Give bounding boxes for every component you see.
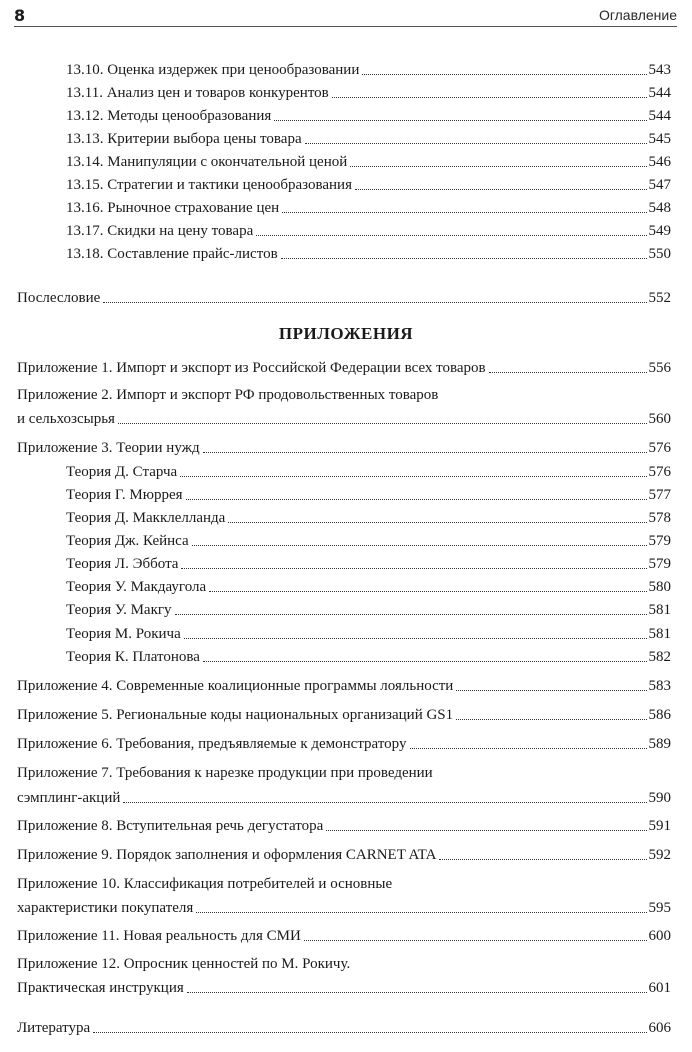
toc-entry-literature[interactable] — [17, 1019, 671, 1037]
dot-leader — [439, 859, 646, 860]
toc-entry-theory[interactable] — [66, 648, 671, 666]
dot-leader — [209, 591, 646, 592]
toc-page-number: 586 — [648, 707, 671, 723]
toc-entry-text: Приложение 4. Современные коалиционные программы лояльности — [17, 678, 454, 694]
toc-entry-text: Теория Г. Мюррея — [66, 487, 183, 503]
dot-leader — [350, 166, 646, 167]
toc-entry-text: Теория К. Платонова — [66, 649, 200, 665]
toc-entry-appendix-9[interactable] — [17, 846, 671, 864]
toc-entry-theory[interactable] — [66, 463, 671, 481]
toc-entry-text: Приложение 5. Региональные коды национальных организаций GS1 — [17, 707, 454, 723]
toc-page-number: 544 — [648, 85, 671, 101]
toc-entry[interactable] — [66, 61, 671, 79]
toc-entry-text-line2: сэмплинг-акций — [17, 790, 121, 806]
toc-entry-appendix-8[interactable] — [17, 817, 671, 835]
toc-entry-text: Приложение 6. Требования, предъявляемые к демонстратору — [17, 736, 407, 752]
toc-entry-text: 13.18. Составление прайс-листов — [66, 246, 278, 262]
dot-leader — [203, 661, 647, 662]
dot-leader — [93, 1032, 646, 1033]
toc-entry-theory[interactable] — [66, 625, 671, 643]
toc-entry-text-line2: характеристики покупателя — [17, 900, 194, 916]
toc-entry[interactable] — [66, 245, 671, 263]
toc-page-number: 582 — [648, 649, 671, 665]
toc-entry-appendix-7[interactable] — [17, 764, 671, 807]
toc-page-number: 580 — [648, 579, 671, 595]
dot-leader — [489, 372, 647, 373]
toc-entry-appendix-4[interactable] — [17, 677, 671, 695]
toc-entry-text: Приложение 1. Импорт и экспорт из Российской Федерации всех товаров — [17, 360, 486, 376]
dot-leader — [175, 614, 647, 615]
toc-page-number: 576 — [648, 440, 671, 456]
toc-page-number: 545 — [648, 131, 671, 147]
toc-entry-text: Приложение 8. Вступительная речь дегустатора — [17, 818, 324, 834]
dot-leader — [180, 476, 646, 477]
toc-page-number: 548 — [648, 200, 671, 216]
toc-entry-appendix-12[interactable] — [17, 955, 671, 997]
toc-entry-appendix-6[interactable] — [17, 735, 671, 753]
dot-leader — [305, 143, 647, 144]
toc-entry-appendix-1[interactable] — [17, 359, 671, 377]
toc-entry[interactable] — [66, 84, 671, 102]
toc-entry-appendix-2[interactable] — [17, 386, 671, 428]
dot-leader — [196, 912, 646, 913]
dot-leader — [326, 830, 646, 831]
toc-page-number: 552 — [648, 290, 671, 306]
dot-leader — [228, 522, 646, 523]
toc-entry-text-line1: Приложение 10. Классификация потребителей и основные — [17, 876, 393, 892]
dot-leader — [281, 258, 647, 259]
toc-page-number: 577 — [648, 487, 671, 503]
toc-page-number: 579 — [648, 556, 671, 572]
toc-entry-theory[interactable] — [66, 486, 671, 504]
dot-leader — [456, 690, 646, 691]
dot-leader — [184, 638, 647, 639]
toc-entry-text-line2: и сельхозсырья — [17, 411, 115, 427]
dot-leader — [103, 302, 646, 303]
toc-entry-text: 13.14. Манипуляции с окончательной ценой — [66, 154, 348, 170]
toc-page-number: 592 — [648, 847, 671, 863]
toc-entry-text-line1: Приложение 12. Опросник ценностей по М. Рокичу. — [17, 956, 351, 972]
toc-entry-text: 13.10. Оценка издержек при ценообразовании — [66, 62, 360, 78]
toc-entry[interactable] — [66, 130, 671, 148]
toc-entry-text: 13.13. Критерии выбора цены товара — [66, 131, 302, 147]
toc-entry-appendix-3[interactable] — [17, 439, 671, 457]
page-number: 8 — [14, 6, 26, 25]
dot-leader — [282, 212, 646, 213]
toc-entry-text-line2: Практическая инструкция — [17, 980, 184, 996]
toc-entry-theory[interactable] — [66, 578, 671, 596]
toc-entry[interactable] — [66, 199, 671, 217]
toc-entry-text: Послесловие — [17, 290, 101, 306]
dot-leader — [332, 97, 647, 98]
toc-page-number: 606 — [648, 1020, 671, 1036]
toc-entry-appendix-10[interactable] — [17, 875, 671, 917]
toc-page-number: 550 — [648, 246, 671, 262]
toc-entry-text: Приложение 9. Порядок заполнения и оформления CARNET ATA — [17, 847, 437, 863]
dot-leader — [187, 992, 647, 993]
toc-entry-text: 13.12. Методы ценообразования — [66, 108, 272, 124]
section-title: Оглавление — [598, 7, 677, 23]
toc-page-number: 581 — [648, 626, 671, 642]
toc-entry-text-line1: Приложение 7. Требования к нарезке продукции при проведении — [17, 765, 433, 781]
toc-page-number: 591 — [648, 818, 671, 834]
toc-page-number: 600 — [648, 928, 671, 944]
toc-entry-text: 13.11. Анализ цен и товаров конкурентов — [66, 85, 329, 101]
toc-page-number: 576 — [648, 464, 671, 480]
toc-entry-theory[interactable] — [66, 509, 671, 527]
toc-page-number: 589 — [648, 736, 671, 752]
toc-entry-text: Теория Дж. Кейнса — [66, 533, 189, 549]
toc-entry[interactable] — [66, 176, 671, 194]
toc-page-number: 590 — [648, 790, 671, 806]
appendix-heading: ПРИЛОЖЕНИЯ — [278, 324, 414, 343]
toc-entry-text: Теория У. Макдаугола — [66, 579, 207, 595]
toc-entry-text: Теория У. Макгу — [66, 602, 172, 618]
dot-leader — [410, 748, 647, 749]
toc-entry-text: 13.17. Скидки на цену товара — [66, 223, 254, 239]
toc-page-number: 583 — [648, 678, 671, 694]
toc-entry[interactable] — [66, 153, 671, 171]
toc-entry-theory[interactable] — [66, 555, 671, 573]
toc-page-number: 549 — [648, 223, 671, 239]
toc-entry[interactable] — [66, 222, 671, 240]
dot-leader — [186, 499, 647, 500]
dot-leader — [192, 545, 647, 546]
toc-entry-text: Литература — [17, 1020, 91, 1036]
toc-entry-text: 13.16. Рыночное страхование цен — [66, 200, 280, 216]
toc-page-number: 556 — [648, 360, 671, 376]
toc-entry-text: 13.15. Стратегии и тактики ценообразования — [66, 177, 352, 193]
dot-leader — [123, 802, 646, 803]
toc-page-number: 581 — [648, 602, 671, 618]
toc-entry-appendix-11[interactable] — [17, 927, 671, 945]
toc-page-number: 579 — [648, 533, 671, 549]
toc-page-number: 546 — [648, 154, 671, 170]
toc-page-number: 547 — [648, 177, 671, 193]
toc-page-number: 578 — [648, 510, 671, 526]
toc-page-number: 601 — [648, 980, 671, 996]
dot-leader — [203, 452, 647, 453]
toc-entry-appendix-5[interactable] — [17, 706, 671, 724]
dot-leader — [118, 423, 647, 424]
toc-page-number: 543 — [648, 62, 671, 78]
dot-leader — [362, 74, 646, 75]
toc-entry-text: Теория Д. Старча — [66, 464, 178, 480]
dot-leader — [456, 719, 646, 720]
toc-entry-text: Теория Д. Макклелланда — [66, 510, 226, 526]
toc-entry-text-line1: Приложение 2. Импорт и экспорт РФ продовольственных товаров — [17, 387, 439, 403]
dot-leader — [304, 940, 647, 941]
toc-entry-theory[interactable] — [66, 601, 671, 619]
toc-entry[interactable] — [66, 107, 671, 125]
running-header — [14, 4, 677, 27]
dot-leader — [256, 235, 646, 236]
toc-page-number: 560 — [648, 411, 671, 427]
dot-leader — [274, 120, 646, 121]
toc-page-number: 544 — [648, 108, 671, 124]
toc-entry-text: Приложение 3. Теории нужд — [17, 440, 200, 456]
dot-leader — [181, 568, 646, 569]
toc-entry-text: Теория М. Рокича — [66, 626, 181, 642]
toc-page-number: 595 — [648, 900, 671, 916]
toc-entry-afterword[interactable] — [17, 289, 671, 307]
toc-entry-theory[interactable] — [66, 532, 671, 550]
dot-leader — [355, 189, 647, 190]
toc-entry-text: Теория Л. Эббота — [66, 556, 179, 572]
toc-entry-text: Приложение 11. Новая реальность для СМИ — [17, 928, 301, 944]
